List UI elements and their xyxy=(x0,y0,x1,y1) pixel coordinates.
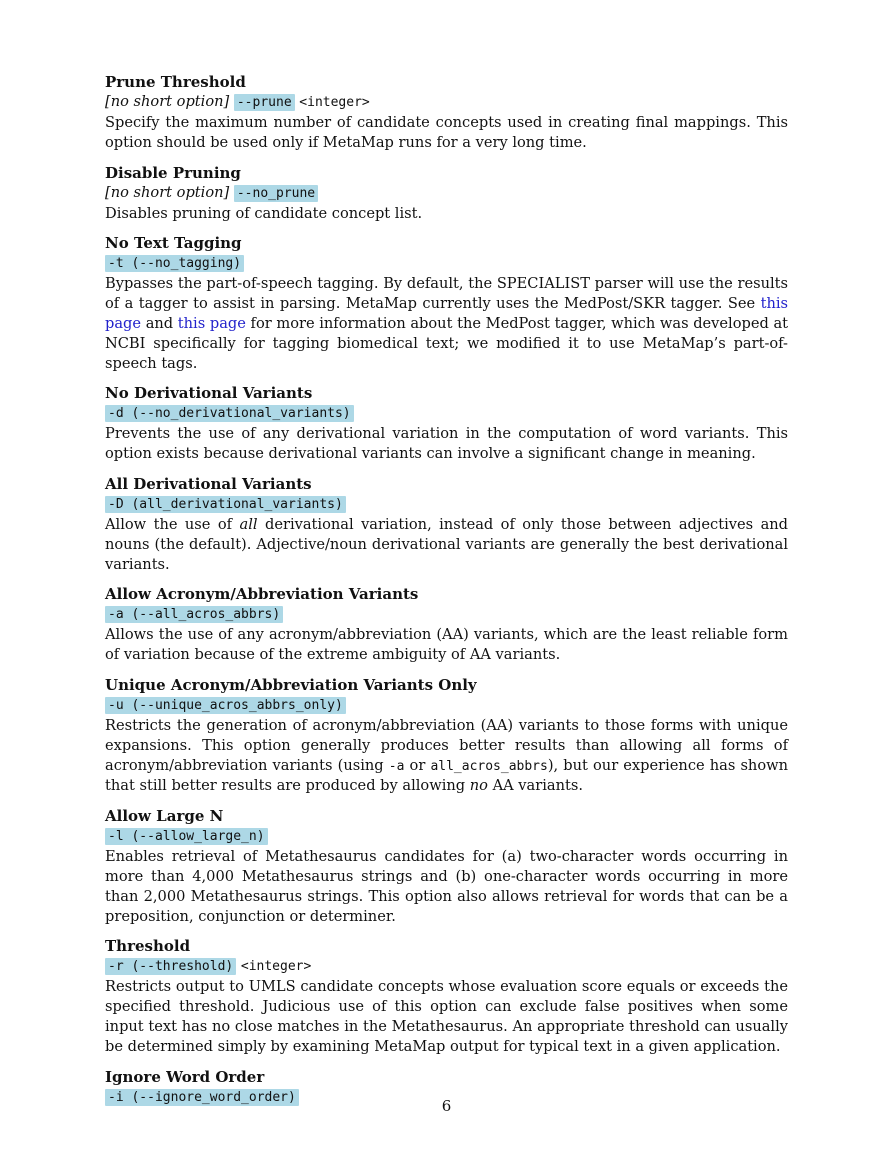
option-entry-allow-acronym-variants xyxy=(105,584,788,665)
option-argument: <integer> xyxy=(240,959,312,975)
option-entry-threshold xyxy=(105,936,788,1056)
no-short-option-note: [no short option] xyxy=(105,93,230,110)
medpost-link-2[interactable]: this page xyxy=(177,314,246,332)
document-page xyxy=(105,72,788,1118)
option-description: Enables retrieval of Metathesaurus candidates for (a) two-character words occurring in more than 4,000 Metathesaurus strings and (b) one-character words occurring in more than 2,000 Metathesaurus strings. This option also allows retrieval for words that can be a preposition, conjunction or determiner. xyxy=(105,848,788,925)
no-short-option-note: [no short option] xyxy=(105,183,230,201)
option-description: Restricts the generation of acronym/abbreviation (AA) variants to those forms with unique expansions. This option generally produces better results than allowing all forms of acronym/abbreviation variants (using -a or all_acros_abbrs), but our experience has shown that still better results are produced by allowing no AA variants. xyxy=(105,716,789,795)
option-description: Specify the maximum number of candidate concepts used in creating final mappings. This option should be used only if MetaMap runs for a very long time. xyxy=(105,114,788,151)
option-entry-no-derivational-variants xyxy=(105,383,788,464)
option-title: Unique Acronym/Abbreviation Variants Only xyxy=(105,675,477,694)
option-description: Bypasses the part-of-speech tagging. By default, the SPECIALIST parser will use the results of a tagger to assist in parsing. MetaMap currently uses the MedPost/SKR tagger. See this page and this page for more information about the MedPost tagger, which was developed at NCBI specifically for tagging biomedical text; we modified it to use MetaMap’s part-of-speech tags. xyxy=(105,275,789,372)
option-title: Threshold xyxy=(105,937,191,956)
medpost-link-1[interactable]: this page xyxy=(105,295,788,332)
option-flag: -l (--allow_large_n) xyxy=(105,828,268,845)
option-flag: -r (--threshold) xyxy=(105,958,236,975)
option-title: Disable Pruning xyxy=(105,163,241,182)
option-description: Allows the use of any acronym/abbreviation (AA) variants, which are the least reliable form of variation because of the extreme ambiguity of AA variants. xyxy=(105,626,788,664)
option-title: Ignore Word Order xyxy=(105,1067,265,1086)
option-title: Allow Large N xyxy=(105,807,224,826)
option-flag: --prune xyxy=(234,94,295,111)
option-description: Allow the use of all derivational variation, instead of only those between adjectives and nouns (the default). Adjective/noun derivational variants are generally the best derivational variants. xyxy=(105,515,789,573)
option-flag: -u (--unique_acros_abbrs_only) xyxy=(105,697,346,714)
option-entry-disable-pruning xyxy=(105,163,788,224)
option-entry-prune-threshold xyxy=(105,72,788,153)
option-title: No Text Tagging xyxy=(105,234,242,253)
option-flag: --no_prune xyxy=(234,185,318,202)
option-entry-no-text-tagging xyxy=(105,233,788,373)
option-flag: -a (--all_acros_abbrs) xyxy=(105,606,283,623)
option-description: Disables pruning of candidate concept list. xyxy=(105,204,423,222)
option-description: Prevents the use of any derivational variation in the computation of word variants. This option exists because derivational variants can involve a significant change in meaning. xyxy=(105,425,788,463)
option-argument: <integer> xyxy=(299,95,370,110)
option-flag: -t (--no_tagging) xyxy=(105,255,244,272)
option-entry-all-derivational-variants xyxy=(105,474,788,574)
option-description: Restricts output to UMLS candidate concepts whose evaluation score equals or exceeds the specified threshold. Judicious use of this option can exclude false positives when some input text has no close matches in the Metathesaurus. An appropriate threshold can usually be determined simply by examining MetaMap output for typical text in a given application. xyxy=(105,978,788,1055)
option-flag: -i (--ignore_word_order) xyxy=(105,1089,299,1106)
option-title: All Derivational Variants xyxy=(105,474,312,493)
option-flag: -D (all_derivational_variants) xyxy=(105,496,346,513)
option-entry-unique-acronym-variants xyxy=(105,675,788,796)
option-flag: -d (--no_derivational_variants) xyxy=(105,405,354,422)
option-title: Prune Threshold xyxy=(105,73,246,91)
option-entry-allow-large-n xyxy=(105,806,788,926)
option-title: No Derivational Variants xyxy=(105,384,313,403)
page-number: 6 xyxy=(441,1097,452,1115)
option-title: Allow Acronym/Abbreviation Variants xyxy=(105,585,419,604)
